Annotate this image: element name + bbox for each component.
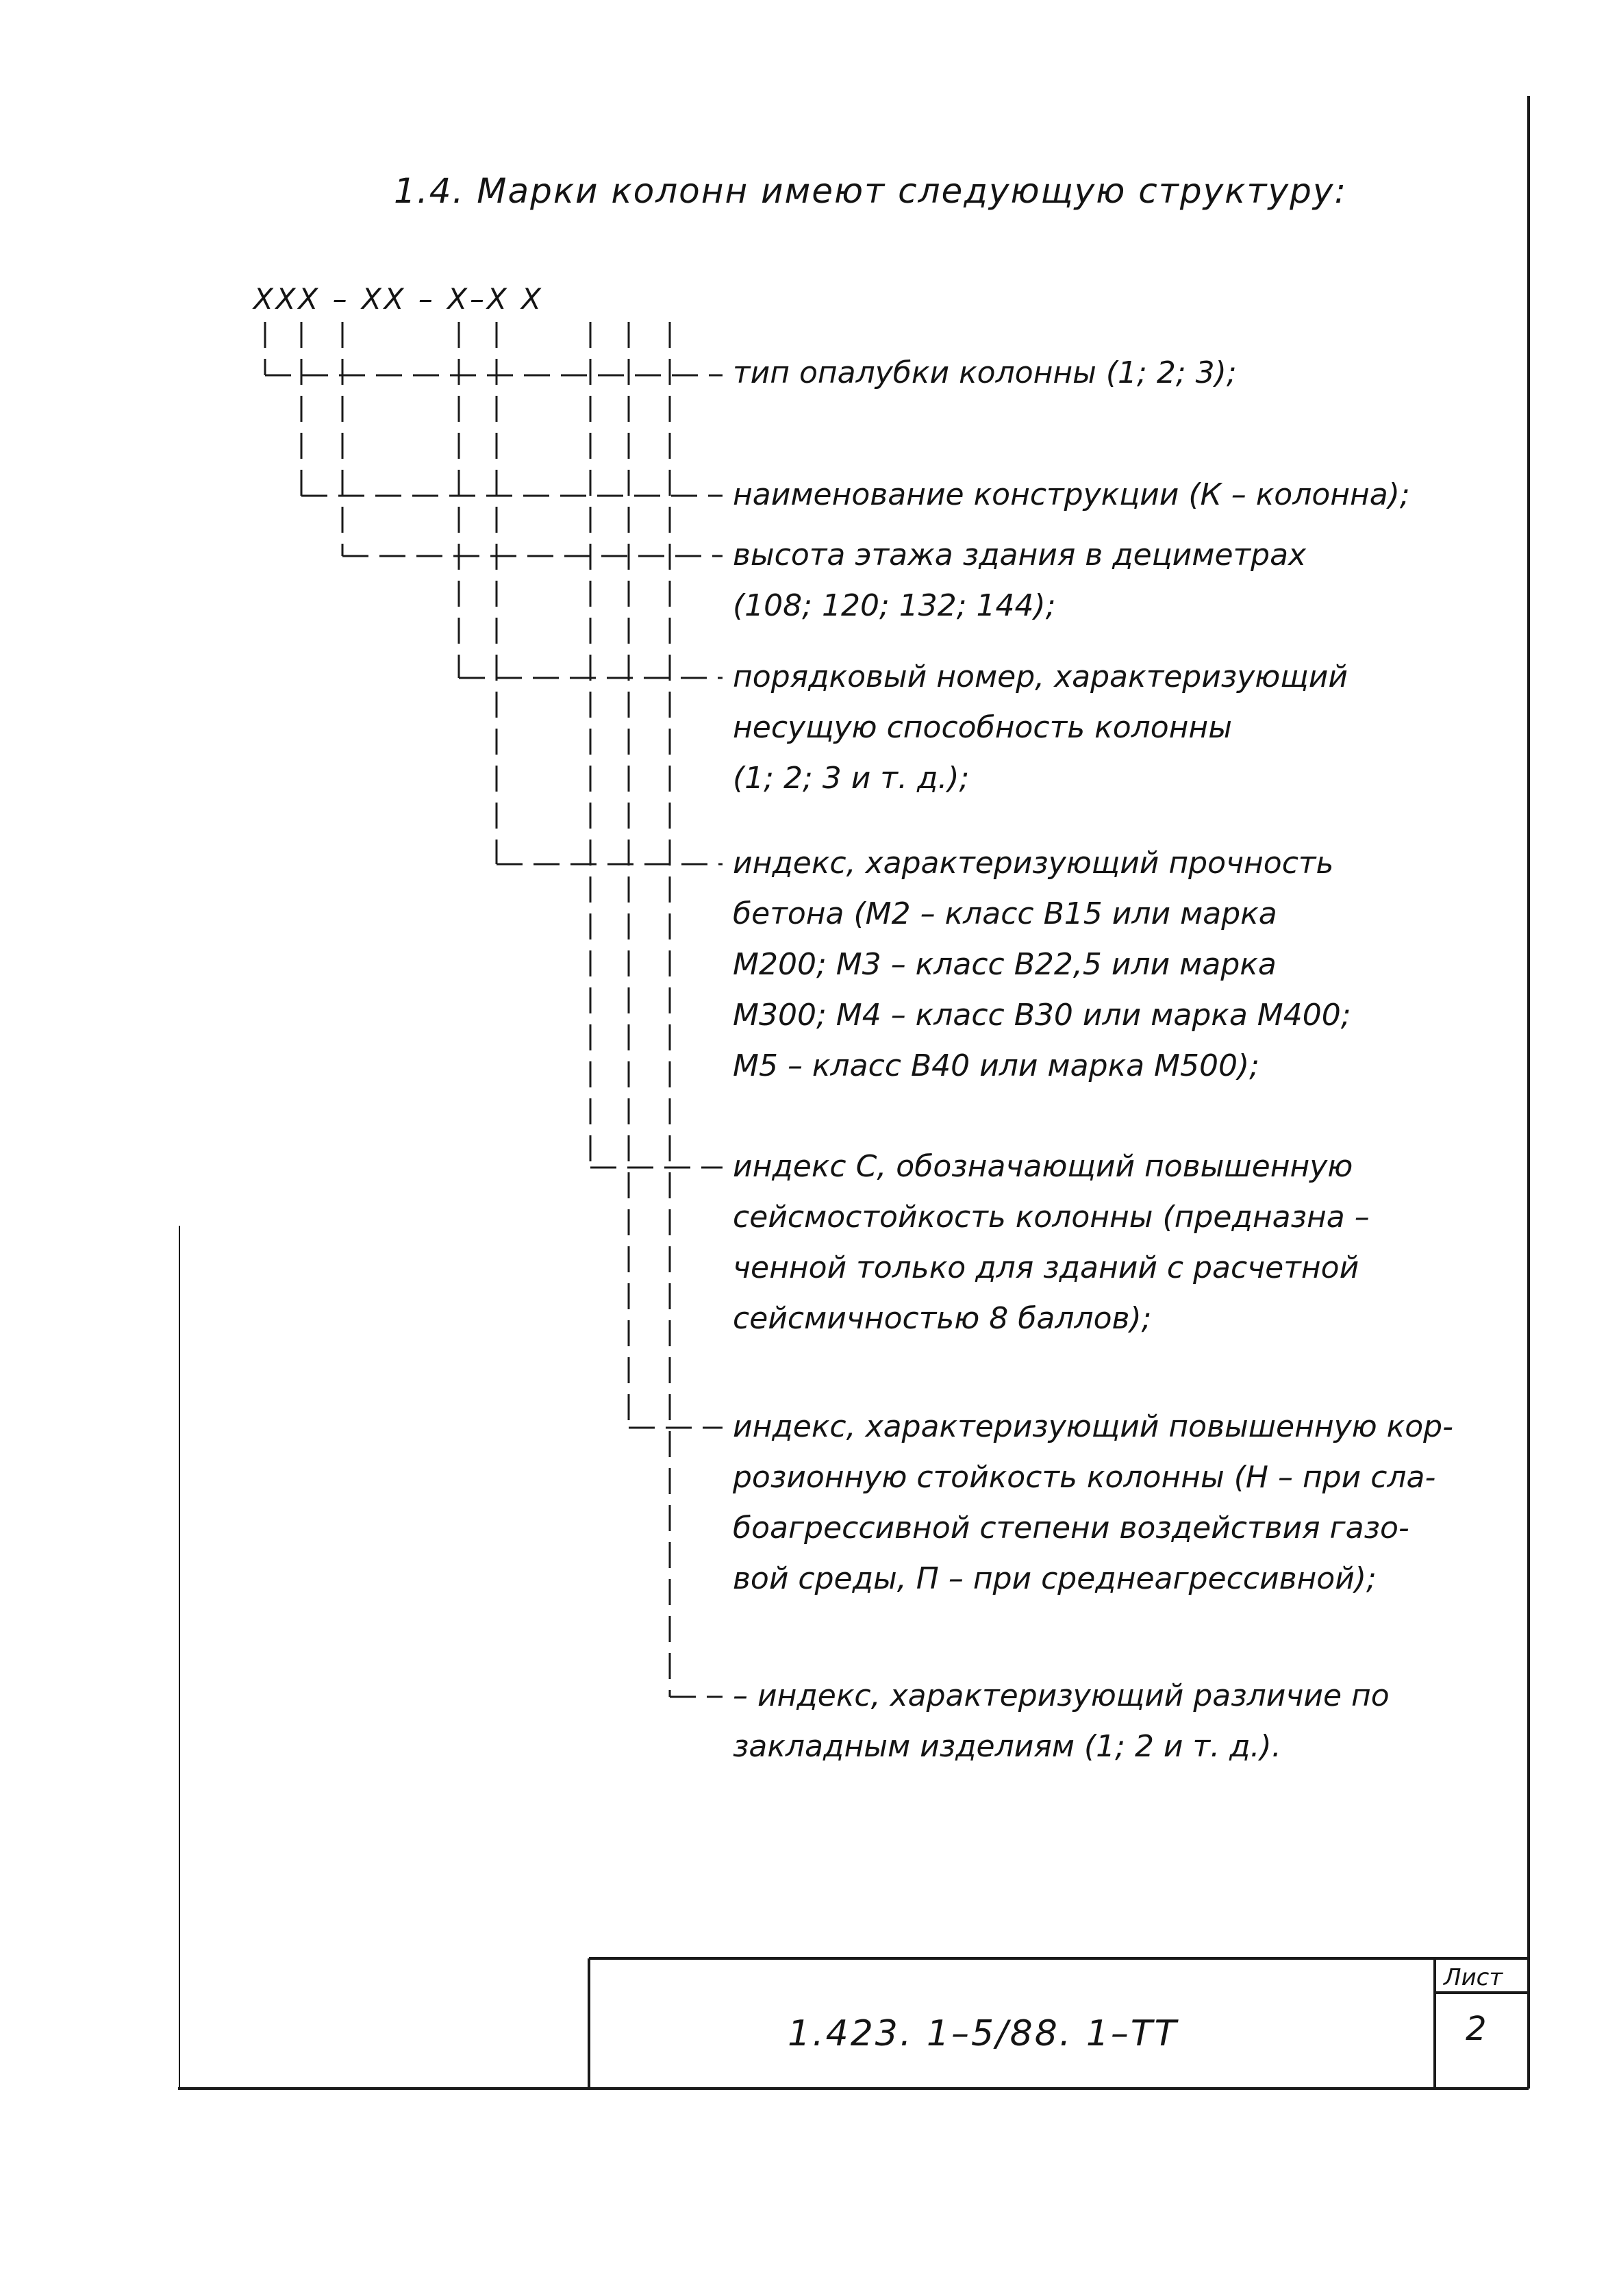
- item-line: (108; 120; 132; 144);: [733, 588, 1056, 623]
- item-structure-name: [733, 470, 1410, 520]
- document-code: 1.423. 1–5/88. 1–ТТ: [788, 2013, 1179, 2054]
- item-line: ченной только для зданий с расчетной: [733, 1250, 1359, 1285]
- item-serial-number: [733, 652, 1348, 804]
- item-line: вой среды, П – при среднеагрессивной);: [733, 1561, 1377, 1596]
- item-line: тип опалубки колонны (1; 2; 3);: [733, 355, 1237, 390]
- item-line: высота этажа здания в дециметрах: [733, 538, 1307, 572]
- item-line: индекс, характеризующий повышенную кор-: [733, 1409, 1453, 1444]
- item-line: розионную стойкость колонны (Н – при сла-: [733, 1460, 1436, 1495]
- item-line: наименование конструкции (К – колонна);: [733, 477, 1410, 512]
- item-concrete-strength: [733, 838, 1351, 1092]
- item-line: бетона (М2 – класс В15 или марка: [733, 896, 1277, 931]
- item-line: М200; М3 – класс В22,5 или марка: [733, 947, 1277, 982]
- mark-code-pattern: XXX – XX – X–X X: [253, 282, 544, 316]
- item-line: несущую способность колонны: [733, 710, 1232, 745]
- item-floor-height: [733, 530, 1306, 631]
- item-embedded-parts-index: [733, 1671, 1390, 1772]
- item-line: закладным изделиям (1; 2 и т. д.).: [733, 1729, 1281, 1764]
- item-seismic-index: [733, 1141, 1370, 1344]
- item-corrosion-index: [733, 1402, 1453, 1604]
- item-line: сейсмостойкость колонны (предназна –: [733, 1200, 1370, 1235]
- item-line: порядковый номер, характеризующий: [733, 659, 1348, 694]
- sheet-number: 2: [1466, 2010, 1487, 2048]
- item-line: индекс, характеризующий прочность: [733, 846, 1334, 881]
- item-line: боагрессивной степени воздействия газо-: [733, 1511, 1409, 1546]
- section-heading: 1.4. Марки колонн имеют следующую структуру:: [394, 171, 1348, 211]
- item-line: – индекс, характеризующий различие по: [733, 1678, 1390, 1713]
- leader-lines: [265, 322, 723, 1697]
- item-line: М5 – класс В40 или марка М500);: [733, 1048, 1259, 1083]
- sheet-label: Лист: [1444, 1964, 1503, 1991]
- item-line: (1; 2; 3 и т. д.);: [733, 761, 970, 796]
- item-line: сейсмичностью 8 баллов);: [733, 1301, 1152, 1336]
- item-line: М300; М4 – класс В30 или марка М400;: [733, 998, 1351, 1033]
- item-formwork-type: [733, 348, 1237, 399]
- item-line: индекс С, обозначающий повышенную: [733, 1149, 1353, 1184]
